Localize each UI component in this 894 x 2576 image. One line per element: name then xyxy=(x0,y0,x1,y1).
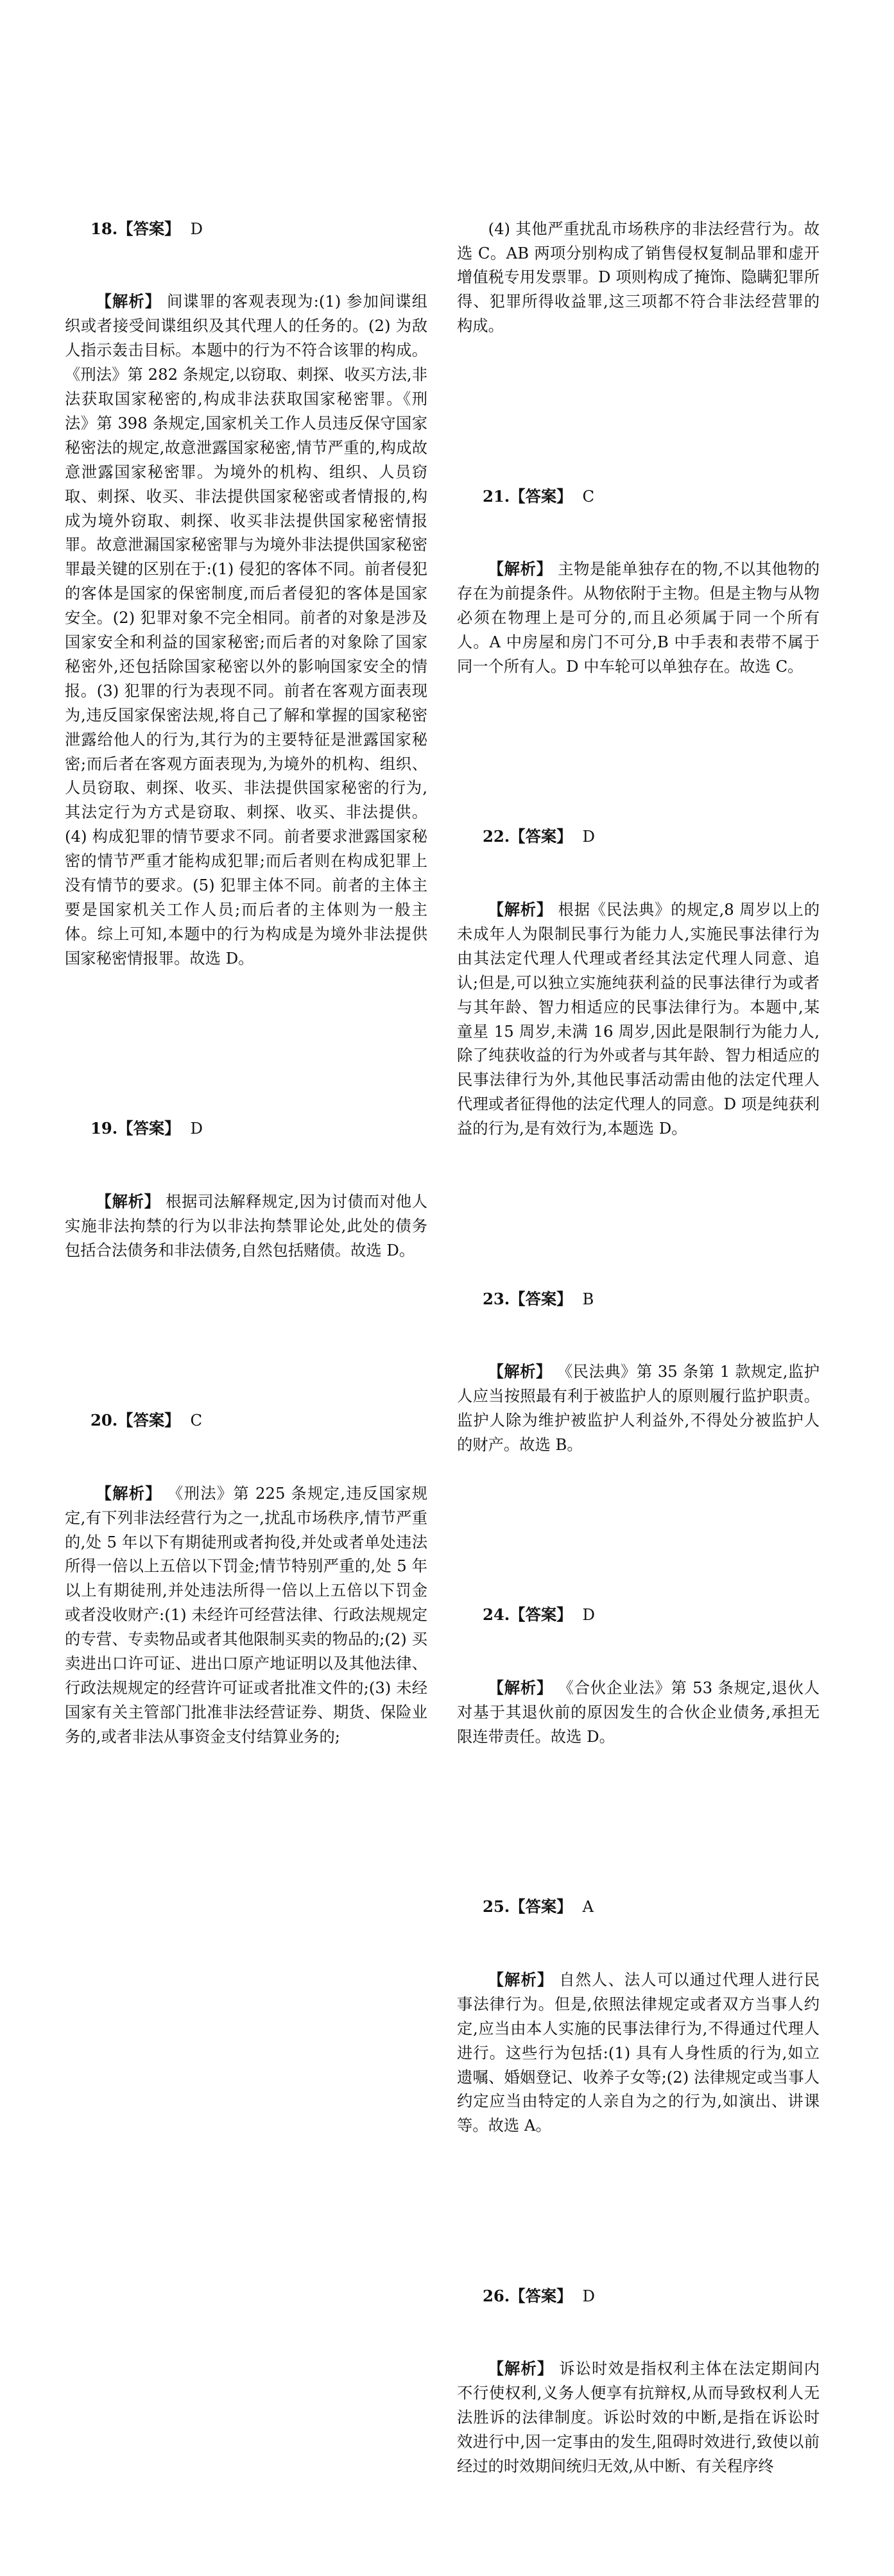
answer-letter: D xyxy=(190,219,203,238)
answer-letter: A xyxy=(582,1897,594,1916)
answer-item-20 xyxy=(65,1360,427,1797)
answer-item-21 xyxy=(457,436,820,728)
analysis-tag: 【解析】 xyxy=(96,292,162,311)
analysis-tag: 【解析】 xyxy=(488,900,553,919)
analysis-text: 《民法典》第 35 条第 1 款规定,监护人应当按照最有利于被监护人的原则履行监护职责。监护人除为维护被监护人利益外,不得处分被监护人的财产。故选 B。 xyxy=(457,1362,820,1454)
analysis-text: 自然人、法人可以通过代理人进行民事法律行为。但是,依照法律规定或者双方当事人约定,应当由本人实施的民事法律行为,不得通过代理人进行。这些行为包括:(1) 具有人身性质的行为,如立遗嘱、婚姻登记、收养子女等;(2) 法律规定或当事人约定应当由特定的人亲自为之的行为,如演出、讲课等。故选 A。 xyxy=(457,1970,820,2135)
answer-letter: D xyxy=(582,2286,595,2305)
question-number: 22.【答案】 xyxy=(483,827,572,846)
question-number: 18.【答案】 xyxy=(90,219,180,238)
analysis-text: (4) 其他严重扰乱市场秩序的非法经营行为。故选 C。AB 两项分别构成了销售侵权复制品罪和虚开增值税专用发票罪。D 项则构成了掩饰、隐瞒犯罪所得、犯罪所得收益罪,这三项都不符合非法经营罪的构成。 xyxy=(457,219,820,336)
analysis-text: 《合伙企业法》第 53 条规定,退伙人对基于其退伙前的原因发生的合伙企业债务,承担无限连带责任。故选 D。 xyxy=(457,1678,820,1746)
question-number: 20.【答案】 xyxy=(90,1411,180,1430)
answer-letter: C xyxy=(190,1411,203,1430)
answer-item-22 xyxy=(457,776,820,1189)
analysis-text: 根据《民法典》的规定,8 周岁以上的未成年人为限制民事行为能力人,实施民事法律行为由其法定代理人代理或者经其法定代理人同意、追认;但是,可以独立实施纯获利益的民事法律行为或者与其年龄、智力相适应的民事法律行为。本题中,某童星 15 周岁,未满 16 周岁,因此是限制行为能力人,除了纯获收益的行为外或者与其年龄、智力相适应的民事法律行为外,其他民事活动需由他的法定代理人代理或者征得他的法定代理人的同意。D 项是纯获利益的行为,是有效行为,本题选 D。 xyxy=(457,900,820,1138)
answer-item-26 xyxy=(457,2235,820,2527)
answer-item-23 xyxy=(457,1238,820,1506)
answer-letter: D xyxy=(582,1605,595,1625)
answer-item-19 xyxy=(65,1068,427,1311)
answer-item-18 xyxy=(65,168,427,1019)
question-number: 23.【答案】 xyxy=(483,1289,572,1308)
analysis-text: 间谍罪的客观表现为:(1) 参加间谍组织或者接受间谍组织及其代理人的任务的。(2) 为敌人指示轰击目标。本题中的行为不符合该罪的构成。《刑法》第 282 条规定,以窃取、刺探、收买方法,非法获取国家秘密的,构成非法获取国家秘密罪。《刑法》第 398 条规定,国家机关工作人员违反保守国家秘密法的规定,故意泄露国家秘密,情节严重的,构成故意泄露国家秘密罪。为境外的机构、组织、人员窃取、刺探、收买、非法提供国家秘密或者情报的,构成为境外窃取、刺探、收买非法提供国家秘密情报罪。故意泄漏国家秘密罪与为境外非法提供国家秘密罪最关键的区别在于:(1) 侵犯的客体不同。前者侵犯的客体是国家的保密制度,而后者侵犯的客体是国家安全。(2) 犯罪对象不完全相同。前者的对象是涉及国家安全和利益的国家秘密;而后者的对象除了国家秘密外,还包括除国家秘密以外的影响国家安全的情报。(3) 犯罪的行为表现不同。前者在客观方面表现为,违反国家保密法规,将自己了解和掌握的国家秘密泄露给他人的行为,其行为的主要特征是泄露国家秘密;而后者在客观方面表现为,为境外的机构、组织、人员窃取、刺探、收买、非法提供国家秘密的行为,其法定行为方式是窃取、刺探、收买、非法提供。(4) 构成犯罪的情节要求不同。前者要求泄露国家秘密的情节严重才能构成犯罪;而后者则在构成犯罪上没有情节的要求。(5) 犯罪主体不同。前者的主体主要是国家机关工作人员;而后者的主体则为一般主体。综上可知,本题中的行为构成是为境外非法提供国家秘密情报罪。故选 D。 xyxy=(65,292,427,968)
answer-item-20-continued xyxy=(457,168,820,387)
analysis-tag: 【解析】 xyxy=(488,1970,554,1989)
analysis-tag: 【解析】 xyxy=(488,1362,552,1381)
right-column xyxy=(457,119,820,2576)
question-number: 24.【答案】 xyxy=(483,1605,572,1625)
analysis-tag: 【解析】 xyxy=(488,559,553,579)
answer-letter: D xyxy=(190,1119,203,1138)
answer-item-25 xyxy=(457,1846,820,2187)
analysis-tag: 【解析】 xyxy=(96,1483,162,1503)
analysis-tag: 【解析】 xyxy=(488,1678,553,1697)
answer-letter: D xyxy=(582,827,595,846)
answer-letter: C xyxy=(582,486,595,506)
question-number: 21.【答案】 xyxy=(483,486,572,506)
analysis-tag: 【解析】 xyxy=(96,1191,160,1211)
answer-item-24 xyxy=(457,1554,820,1797)
analysis-text: 《刑法》第 225 条规定,违反国家规定,有下列非法经营行为之一,扰乱市场秩序,情节严重的,处 5 年以下有期徒刑或者拘役,并处或者单处违法所得一倍以上五倍以下罚金;情节特别严重的,处 5 年以上有期徒刑,并处违法所得一倍以上五倍以下罚金或者没收财产:(1) 未经许可经营法律、行政法规规定的专营、专卖物品或者其他限制买卖的物品的;(2) 买卖进出口许可证、进出口原产地证明以及其他法律、行政法规规定的经营许可证或者批准文件的;(3) 未经国家有关主管部门批准非法经营证券、期货、保险业务的,或者非法从事资金支付结算业务的; xyxy=(65,1483,427,1746)
question-number: 19.【答案】 xyxy=(90,1119,180,1138)
analysis-text: 诉讼时效是指权利主体在法定期间内不行使权利,义务人便享有抗辩权,从而导致权利人无法胜诉的法律制度。诉讼时效的中断,是指在诉讼时效进行中,因一定事由的发生,阻碍时效进行,致使以前经过的时效期间统归无效,从中断、有关程序终 xyxy=(457,2359,820,2475)
question-number: 25.【答案】 xyxy=(483,1897,572,1916)
analysis-tag: 【解析】 xyxy=(488,2359,554,2378)
analysis-text: 主物是能单独存在的物,不以其他物的存在为前提条件。从物依附于主物。但是主物与从物必须在物理上是可分的,而且必须属于同一个所有人。A 中房屋和房门不可分,B 中手表和表带不属于同一个所有人。D 中车轮可以单独存在。故选 C。 xyxy=(457,559,820,676)
answer-letter: B xyxy=(582,1289,594,1308)
left-column xyxy=(65,119,427,1846)
question-number: 26.【答案】 xyxy=(483,2286,572,2305)
analysis-text: 根据司法解释规定,因为讨债而对他人实施非法拘禁的行为以非法拘禁罪论处,此处的债务包括合法债务和非法债务,自然包括赌债。故选 D。 xyxy=(65,1191,428,1259)
